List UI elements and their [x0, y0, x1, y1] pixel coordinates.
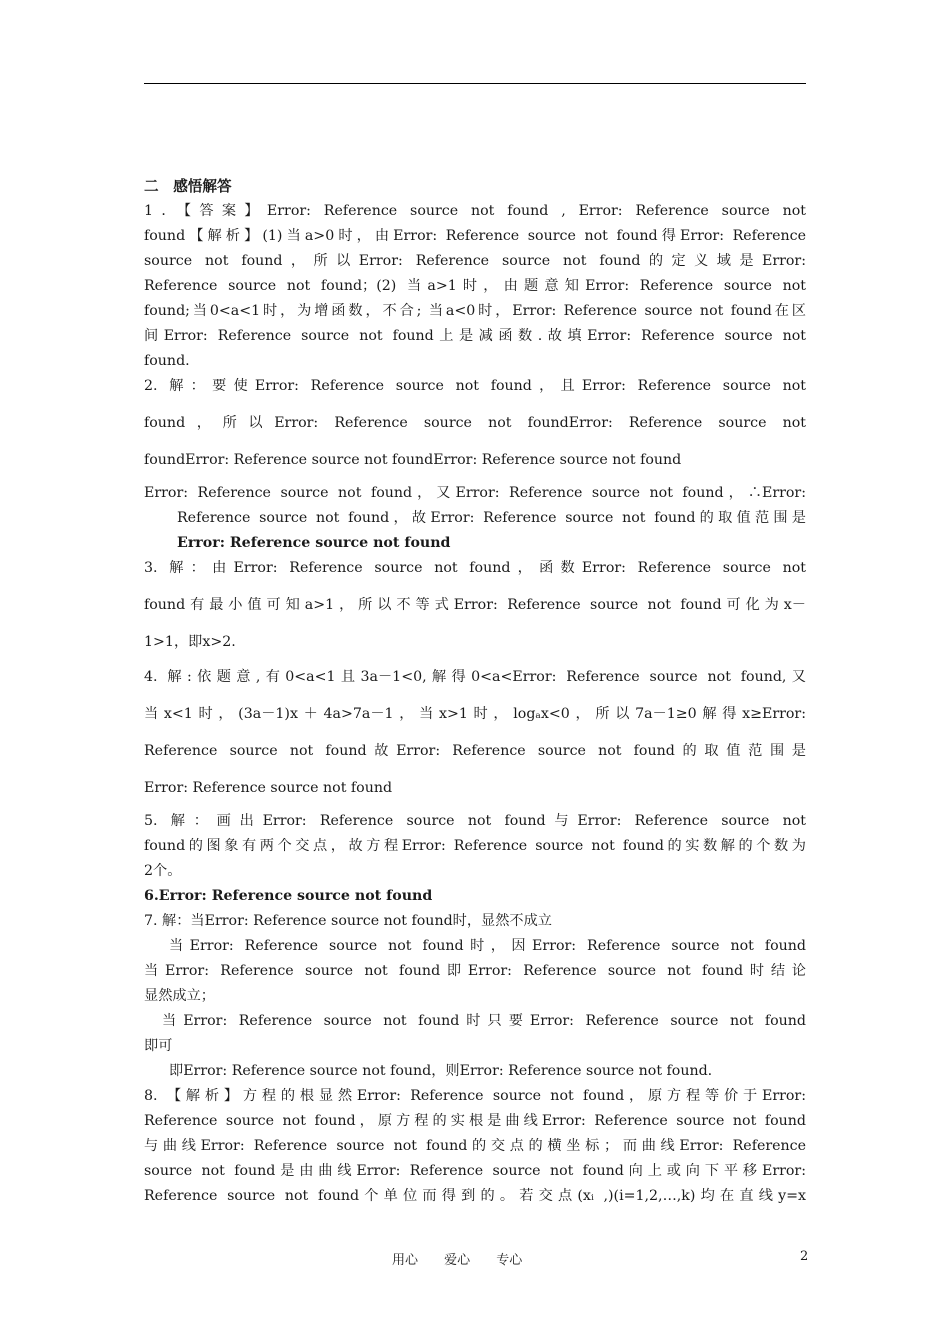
document-body — [144, 174, 806, 1209]
text-line: 7. 解：当Error: Reference source not found时，显然不成立 — [144, 913, 552, 929]
text-line: 5. 解：画出Error: Reference source not found与Error: Reference source not — [144, 813, 806, 829]
text-line: 3. 解：由Error: Reference source not found，函数Error: Reference source not — [144, 560, 806, 576]
text-line: foundError: Reference source not foundError: Reference source not found — [144, 452, 682, 468]
text-line: found，所以Error: Reference source not foundError: Reference source not — [144, 415, 806, 431]
text-line: Reference source not found个单位而得到的。若交点(xᵢ ,)(i=1,2,…,k)均在直线y=x — [144, 1188, 806, 1204]
text-line: Error: Reference source not found — [177, 535, 451, 551]
text-line: 1．【答案】Error: Reference source not found , Error: Reference source not — [144, 203, 806, 219]
footer-slogan: 用心 爱心 专心 — [392, 1253, 523, 1268]
text-line: found有最小值可知a>1，所以不等式Error: Reference source not found可化为x－ — [144, 597, 806, 613]
text-line: 2个。 — [144, 863, 182, 879]
section-title: 二 感悟解答 — [144, 178, 232, 195]
text-line: 6.Error: Reference source not found — [144, 888, 433, 904]
text-line: 间Error: Reference source not found上是减函数.故填Error: Reference source not — [144, 328, 806, 344]
text-line: 1>1，即x>2. — [144, 634, 236, 650]
text-line: source not found是由曲线Error: Reference source not found向上或向下平移Error: — [144, 1163, 806, 1179]
text-line: Reference source not found故Error: Reference source not found的取值范围是 — [144, 743, 806, 759]
text-line: Reference source not found，原方程的实根是曲线Error: Reference source not found — [144, 1113, 806, 1129]
text-line: found;当0<a<1时，为增函数，不合; 当a<0时，Error: Reference source not found在区 — [144, 303, 806, 319]
text-line: Reference source not found；(2) 当a>1时，由题意知Error: Reference source not — [144, 278, 806, 294]
text-line: 当Error: Reference source not found即Error: Reference source not found时结论 — [144, 963, 806, 979]
text-line: 2. 解：要使Error: Reference source not found，且Error: Reference source not — [144, 378, 806, 394]
text-line: 即可 — [144, 1038, 173, 1054]
text-line: found的图象有两个交点，故方程Error: Reference source not found的实数解的个数为 — [144, 838, 806, 854]
page-number: 2 — [800, 1249, 809, 1264]
text-line: 当Error: Reference source not found时只要Error: Reference source not found — [162, 1013, 806, 1029]
text-line: source not found，所以Error: Reference source not found的定义域是Error: — [144, 253, 806, 269]
text-line: 与曲线Error: Reference source not found的交点的横坐标；而曲线Error: Reference — [144, 1138, 806, 1154]
text-line: 显然成立； — [144, 988, 215, 1004]
text-line: Error: Reference source not found — [144, 780, 393, 796]
text-line: 4. 解:依题意,有0<a<1且3a－1<0,解得0<a<Error: Reference source not found,又 — [144, 669, 806, 685]
text-line: Error: Reference source not found，又Error: Reference source not found，∴Error: — [144, 485, 806, 501]
answer-lines — [144, 199, 806, 1209]
text-line: found. — [144, 353, 190, 369]
text-line: 当Error: Reference source not found时，因Error: Reference source not found — [169, 938, 806, 954]
text-line: Reference source not found，故Error: Reference source not found的取值范围是 — [177, 510, 806, 526]
page-footer — [0, 1249, 950, 1269]
header-rule — [144, 83, 806, 84]
text-line: 即Error: Reference source not found，则Error: Reference source not found. — [169, 1063, 713, 1079]
text-line: found【解析】(1)当a>0时，由Error: Reference source not found得Error: Reference — [144, 228, 806, 244]
text-line: 当x<1时，(3a－1)x＋4a>7a－1，当x>1时，logₐx<0，所以7a－1≥0解得x≥Error: — [144, 706, 806, 722]
text-line: 8. 【解析】方程的根显然Error: Reference source not found，原方程等价于Error: — [144, 1088, 806, 1104]
